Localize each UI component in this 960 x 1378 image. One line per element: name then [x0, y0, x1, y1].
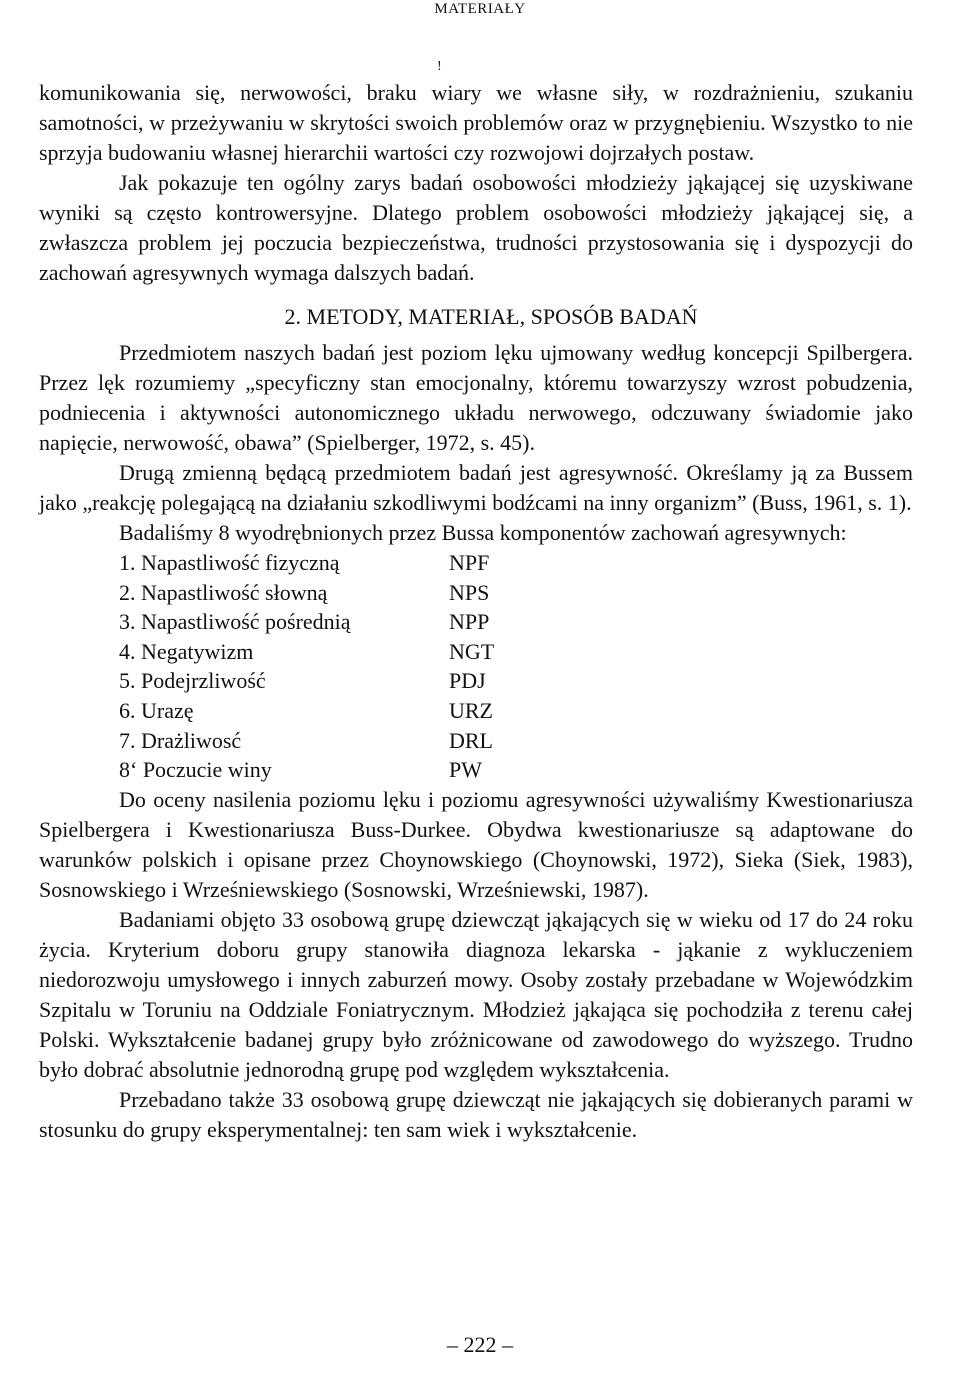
- list-item: [39, 637, 913, 667]
- components-list: [39, 548, 913, 785]
- list-item: [39, 666, 913, 696]
- paragraph-control-group: Przebadano także 33 osobową grupę dziewcząt nie jąkających się dobieranych parami w stosunku do grupy eksperymentalnej: ten sam wiek i wykształcenie.: [39, 1086, 913, 1142]
- list-item: [39, 696, 913, 726]
- component-name: 8ʻ Poczucie winy: [119, 757, 272, 783]
- component-name: 1. Napastliwość fizyczną: [119, 550, 340, 575]
- component-code: NPF: [449, 550, 490, 575]
- component-code: NPP: [449, 609, 490, 635]
- list-item: [39, 726, 913, 756]
- paragraph-aggression-definition: Drugą zmienną będącą przedmiotem badań jest agresywność. Określamy ją za Bussem jako „reakcję polegającą na działaniu szkodliwymi bodźcami na inny organizm” (Buss, 1961, s. 1).: [39, 460, 913, 515]
- list-item: [39, 548, 913, 578]
- paragraph-continuation: komunikowania się, nerwowości, braku wiary we własne siły, w rozdrażnieniu, szukaniu samotności, w przeżywaniu w skrytości swoich problemów oraz w przygnębieniu. Wszystko to nie sprzyja budowaniu własnej hierarchii wartości czy rozwojowi dojrzałych postaw.: [39, 80, 913, 165]
- component-name: 6. Urazę: [119, 697, 194, 723]
- page-body: [39, 78, 913, 1145]
- component-name: 3. Napastliwość pośrednią: [119, 609, 351, 635]
- component-name: 4. Negatywizm: [119, 638, 254, 664]
- list-item: [39, 607, 913, 637]
- component-code: DRL: [449, 727, 493, 753]
- component-name: 5. Podejrzliwość: [119, 668, 266, 694]
- paragraph-study-group: Badaniami objęto 33 osobową grupę dziewcząt jąkających się w wieku od 17 do 24 roku życia. Kryterium doboru grupy stanowiła diagnoza lekarska - jąkanie z wykluczeniem niedorozwoju umysłowego i innych zaburzeń mowy. Osoby zostały przebadane w Wojewódzkim Szpitalu w Toruniu na Oddziale Foniatrycznym. Młodzież jąkająca się pochodziła z terenu całej Polski. Wykształcenie badanej grupy było zróżnicowane od zawodowego do wyższego. Trudno było dobrać absolutnie jednorodną grupę pod względem wykształcenia.: [39, 906, 913, 1082]
- paragraph-research-overview: Jak pokazuje ten ogólny zarys badań osobowości młodzieży jąkającej się uzyskiwane wyniki są często kontrowersyjne. Dlatego problem osobowości młodzieży jąkającej się, a zwłaszcza problem jej poczucia bezpieczeństwa, trudności przystosowania się i dyspozycji do zachowań agresywnych wymaga dalszych badań.: [39, 170, 913, 285]
- running-header: MATERIAŁY: [434, 1, 526, 17]
- component-name: 7. Drażliwosć: [119, 727, 242, 753]
- scan-mark: !: [437, 59, 442, 74]
- component-name: 2. Napastliwość słowną: [119, 579, 328, 605]
- section-heading: 2. METODY, MATERIAŁ, SPOSÓB BADAŃ: [284, 304, 698, 329]
- component-code: NGT: [449, 638, 495, 664]
- page-number: – 222 –: [447, 1332, 513, 1357]
- paragraph-instruments: Do oceny nasilenia poziomu lęku i poziomu agresywności używaliśmy Kwestionariusza Spielbergera i Kwestionariusza Buss-Durkee. Obydwa kwestionariusze są adaptowane do warunków polskich i opisane przez Choynowskiego (Choynowski, 1972), Sieka (Siek, 1983), Sosnowskiego i Wrześniewskiego (Sosnowski, Wrześniewski, 1987).: [39, 786, 913, 902]
- paragraph-components-intro: Badaliśmy 8 wyodrębnionych przez Bussa komponentów zachowań agresywnych:: [119, 520, 847, 545]
- paragraph-anxiety-definition: Przedmiotem naszych badań jest poziom lęku ujmowany według koncepcji Spilbergera. Przez lęk rozumiemy „specyficzny stan emocjonalny, któremu towarzyszy wzrost pobudzenia, podniecenia i aktywności autonomicznego układu nerwowego, odczuwany świadomie jako napięcie, nerwowość, obawa” (Spielberger, 1972, s. 45).: [39, 340, 913, 455]
- component-code: PW: [449, 757, 482, 783]
- list-item: [39, 578, 913, 608]
- list-item: [39, 755, 913, 785]
- component-code: NPS: [449, 579, 490, 605]
- component-code: URZ: [449, 697, 493, 723]
- component-code: PDJ: [449, 668, 486, 694]
